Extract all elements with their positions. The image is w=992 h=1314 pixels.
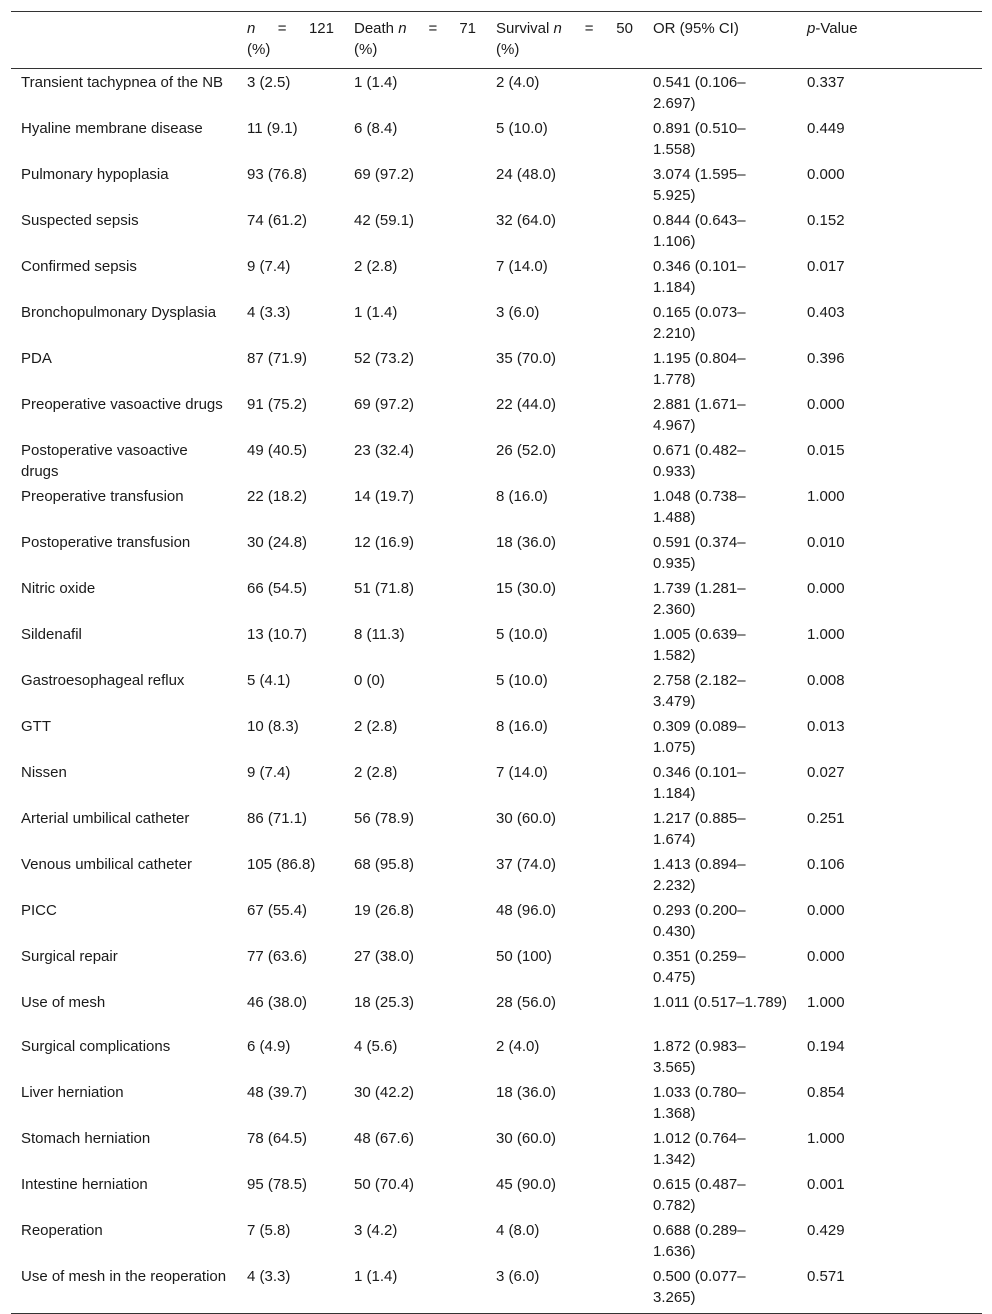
cell-death: 12 (16.9) — [354, 534, 415, 551]
cell-p-value: 0.571 — [807, 1268, 845, 1285]
cell-death: 1 (1.4) — [354, 1268, 398, 1285]
cell-survival: 30 (60.0) — [496, 1130, 557, 1147]
table-row — [11, 759, 982, 805]
cell-or: 0.688 (0.289–1.636) — [653, 1222, 746, 1260]
cell-total: 87 (71.9) — [247, 350, 308, 367]
cell-total: 78 (64.5) — [247, 1130, 308, 1147]
cell-or: 1.033 (0.780–1.368) — [653, 1084, 746, 1122]
cell-death: 30 (42.2) — [354, 1084, 415, 1101]
cell-total: 4 (3.3) — [247, 304, 291, 321]
row-label: Bronchopulmonary Dysplasia — [21, 304, 217, 321]
cell-or: 1.011 (0.517–1.789) — [653, 994, 787, 1011]
table-row — [11, 989, 982, 1033]
row-label: Transient tachypnea of the NB — [21, 74, 224, 91]
cell-total: 105 (86.8) — [247, 856, 316, 873]
cell-survival: 32 (64.0) — [496, 212, 557, 229]
cell-death: 1 (1.4) — [354, 74, 398, 91]
table-row — [11, 345, 982, 391]
cell-death: 18 (25.3) — [354, 994, 415, 1011]
row-label: GTT — [21, 718, 51, 735]
cell-or: 0.844 (0.643–1.106) — [653, 212, 746, 250]
cell-or: 0.615 (0.487–0.782) — [653, 1176, 746, 1214]
cell-survival: 22 (44.0) — [496, 396, 557, 413]
cell-survival: 2 (4.0) — [496, 74, 540, 91]
row-label: Hyaline membrane disease — [21, 120, 203, 137]
cell-total: 48 (39.7) — [247, 1084, 308, 1101]
header-row — [11, 12, 982, 69]
cell-total: 30 (24.8) — [247, 534, 308, 551]
cell-p-value: 0.000 — [807, 396, 845, 413]
row-label: Surgical repair — [21, 948, 118, 965]
row-label: Use of mesh in the reoperation — [21, 1268, 227, 1285]
cell-survival: 3 (6.0) — [496, 304, 540, 321]
header-p-value: p-Value — [807, 20, 858, 37]
cell-total: 46 (38.0) — [247, 994, 308, 1011]
row-label: Gastroesophageal reflux — [21, 672, 185, 689]
cell-survival: 37 (74.0) — [496, 856, 557, 873]
table-row — [11, 1217, 982, 1263]
header-label — [11, 12, 237, 69]
cell-p-value: 0.001 — [807, 1176, 845, 1193]
cell-survival: 24 (48.0) — [496, 166, 557, 183]
cell-death: 69 (97.2) — [354, 396, 415, 413]
cell-p-value: 0.015 — [807, 442, 845, 459]
cell-total: 7 (5.8) — [247, 1222, 291, 1239]
cell-survival: 3 (6.0) — [496, 1268, 540, 1285]
cell-or: 1.005 (0.639–1.582) — [653, 626, 746, 664]
cell-death: 23 (32.4) — [354, 442, 415, 459]
table-row — [11, 437, 982, 483]
row-label: Stomach herniation — [21, 1130, 151, 1147]
cell-or: 1.195 (0.804–1.778) — [653, 350, 746, 388]
cell-survival: 26 (52.0) — [496, 442, 557, 459]
cell-death: 2 (2.8) — [354, 258, 398, 275]
cell-total: 95 (78.5) — [247, 1176, 308, 1193]
row-label: Arterial umbilical catheter — [21, 810, 190, 827]
cell-or: 1.217 (0.885–1.674) — [653, 810, 746, 848]
cell-or: 0.500 (0.077–3.265) — [653, 1268, 746, 1306]
results-table — [11, 11, 982, 1314]
cell-total: 11 (9.1) — [247, 120, 298, 137]
row-label: Reoperation — [21, 1222, 103, 1239]
cell-survival: 30 (60.0) — [496, 810, 557, 827]
header-or: OR (95% CI) — [653, 20, 739, 37]
cell-or: 1.048 (0.738–1.488) — [653, 488, 746, 526]
cell-or: 3.074 (1.595–5.925) — [653, 166, 746, 204]
cell-p-value: 0.854 — [807, 1084, 845, 1101]
row-label: PDA — [21, 350, 52, 367]
cell-p-value: 0.000 — [807, 580, 845, 597]
cell-survival: 7 (14.0) — [496, 764, 548, 781]
cell-or: 1.872 (0.983–3.565) — [653, 1038, 746, 1076]
cell-death: 19 (26.8) — [354, 902, 415, 919]
table-row — [11, 1125, 982, 1171]
cell-p-value: 0.194 — [807, 1038, 845, 1055]
table-row — [11, 943, 982, 989]
table-row — [11, 851, 982, 897]
cell-survival: 8 (16.0) — [496, 488, 548, 505]
cell-death: 51 (71.8) — [354, 580, 415, 597]
cell-death: 48 (67.6) — [354, 1130, 415, 1147]
table-row — [11, 897, 982, 943]
row-label: Postoperative vasoactive drugs — [21, 442, 188, 480]
cell-survival: 28 (56.0) — [496, 994, 557, 1011]
cell-p-value: 0.000 — [807, 948, 845, 965]
table-row — [11, 391, 982, 437]
table-row — [11, 667, 982, 713]
row-label: Nissen — [21, 764, 67, 781]
cell-or: 0.591 (0.374–0.935) — [653, 534, 746, 572]
header-total: n = 121 (%) — [247, 20, 334, 58]
cell-death: 68 (95.8) — [354, 856, 415, 873]
cell-or: 0.346 (0.101–1.184) — [653, 258, 746, 296]
cell-death: 42 (59.1) — [354, 212, 415, 229]
cell-survival: 2 (4.0) — [496, 1038, 540, 1055]
cell-p-value: 0.013 — [807, 718, 845, 735]
cell-p-value: 0.337 — [807, 74, 845, 91]
row-label: Use of mesh — [21, 994, 106, 1011]
table-row — [11, 1033, 982, 1079]
cell-or: 0.293 (0.200–0.430) — [653, 902, 746, 940]
cell-death: 6 (8.4) — [354, 120, 398, 137]
cell-survival: 5 (10.0) — [496, 120, 548, 137]
cell-survival: 18 (36.0) — [496, 1084, 557, 1101]
table-row — [11, 575, 982, 621]
table-row — [11, 1079, 982, 1125]
row-label: Surgical complications — [21, 1038, 171, 1055]
cell-p-value: 0.000 — [807, 902, 845, 919]
cell-survival: 5 (10.0) — [496, 672, 548, 689]
table-row — [11, 161, 982, 207]
table-header — [11, 12, 982, 69]
row-label: Sildenafil — [21, 626, 82, 643]
cell-p-value: 1.000 — [807, 1130, 845, 1147]
cell-total: 6 (4.9) — [247, 1038, 291, 1055]
cell-total: 93 (76.8) — [247, 166, 308, 183]
cell-death: 2 (2.8) — [354, 718, 398, 735]
row-label: Nitric oxide — [21, 580, 96, 597]
cell-or: 0.346 (0.101–1.184) — [653, 764, 746, 802]
table-row — [11, 69, 982, 116]
cell-survival: 50 (100) — [496, 948, 552, 965]
table-row — [11, 621, 982, 667]
cell-total: 91 (75.2) — [247, 396, 308, 413]
table-row — [11, 207, 982, 253]
cell-death: 0 (0) — [354, 672, 385, 689]
cell-death: 52 (73.2) — [354, 350, 415, 367]
header-death: Death n = 71 (%) — [354, 20, 476, 58]
row-label: Preoperative transfusion — [21, 488, 184, 505]
cell-death: 3 (4.2) — [354, 1222, 398, 1239]
cell-p-value: 1.000 — [807, 488, 845, 505]
cell-p-value: 0.000 — [807, 166, 845, 183]
cell-p-value: 0.251 — [807, 810, 845, 827]
row-label: Suspected sepsis — [21, 212, 139, 229]
cell-p-value: 1.000 — [807, 994, 845, 1011]
cell-survival: 35 (70.0) — [496, 350, 557, 367]
cell-total: 66 (54.5) — [247, 580, 308, 597]
cell-or: 2.881 (1.671–4.967) — [653, 396, 746, 434]
header-survival: Survival n = 50 (%) — [496, 20, 633, 58]
cell-p-value: 0.429 — [807, 1222, 845, 1239]
cell-p-value: 0.010 — [807, 534, 845, 551]
cell-death: 1 (1.4) — [354, 304, 398, 321]
cell-p-value: 0.027 — [807, 764, 845, 781]
cell-p-value: 0.152 — [807, 212, 845, 229]
row-label: Postoperative transfusion — [21, 534, 191, 551]
table-body — [11, 69, 982, 1314]
cell-survival: 48 (96.0) — [496, 902, 557, 919]
table-row — [11, 483, 982, 529]
cell-total: 9 (7.4) — [247, 764, 291, 781]
row-label: Preoperative vasoactive drugs — [21, 396, 223, 413]
table-row — [11, 529, 982, 575]
cell-death: 14 (19.7) — [354, 488, 415, 505]
row-label: Confirmed sepsis — [21, 258, 137, 275]
table-row — [11, 713, 982, 759]
cell-survival: 8 (16.0) — [496, 718, 548, 735]
cell-total: 9 (7.4) — [247, 258, 291, 275]
cell-or: 0.165 (0.073–2.210) — [653, 304, 746, 342]
cell-survival: 4 (8.0) — [496, 1222, 540, 1239]
cell-or: 0.309 (0.089–1.075) — [653, 718, 746, 756]
cell-p-value: 0.106 — [807, 856, 845, 873]
cell-p-value: 1.000 — [807, 626, 845, 643]
cell-death: 8 (11.3) — [354, 626, 405, 643]
cell-or: 1.012 (0.764–1.342) — [653, 1130, 746, 1168]
cell-p-value: 0.403 — [807, 304, 845, 321]
row-label: Intestine herniation — [21, 1176, 148, 1193]
cell-survival: 7 (14.0) — [496, 258, 548, 275]
cell-death: 69 (97.2) — [354, 166, 415, 183]
cell-or: 0.541 (0.106–2.697) — [653, 74, 746, 112]
cell-or: 1.413 (0.894–2.232) — [653, 856, 746, 894]
cell-p-value: 0.449 — [807, 120, 845, 137]
cell-total: 22 (18.2) — [247, 488, 308, 505]
cell-death: 27 (38.0) — [354, 948, 415, 965]
cell-p-value: 0.008 — [807, 672, 845, 689]
cell-death: 56 (78.9) — [354, 810, 415, 827]
cell-total: 4 (3.3) — [247, 1268, 291, 1285]
cell-or: 2.758 (2.182–3.479) — [653, 672, 746, 710]
row-label: Venous umbilical catheter — [21, 856, 192, 873]
cell-total: 5 (4.1) — [247, 672, 291, 689]
cell-survival: 5 (10.0) — [496, 626, 548, 643]
cell-death: 4 (5.6) — [354, 1038, 398, 1055]
table-row — [11, 805, 982, 851]
cell-or: 0.671 (0.482–0.933) — [653, 442, 746, 480]
table-row — [11, 253, 982, 299]
cell-total: 3 (2.5) — [247, 74, 291, 91]
cell-death: 50 (70.4) — [354, 1176, 415, 1193]
cell-total: 86 (71.1) — [247, 810, 308, 827]
cell-total: 67 (55.4) — [247, 902, 308, 919]
table-row — [11, 115, 982, 161]
cell-total: 74 (61.2) — [247, 212, 308, 229]
cell-or: 0.351 (0.259–0.475) — [653, 948, 746, 986]
cell-survival: 45 (90.0) — [496, 1176, 557, 1193]
cell-p-value: 0.017 — [807, 258, 845, 275]
cell-total: 49 (40.5) — [247, 442, 308, 459]
cell-p-value: 0.396 — [807, 350, 845, 367]
row-label: PICC — [21, 902, 57, 919]
cell-or: 1.739 (1.281–2.360) — [653, 580, 746, 618]
cell-total: 10 (8.3) — [247, 718, 299, 735]
cell-death: 2 (2.8) — [354, 764, 398, 781]
table-row — [11, 299, 982, 345]
cell-survival: 18 (36.0) — [496, 534, 557, 551]
row-label: Liver herniation — [21, 1084, 124, 1101]
cell-total: 13 (10.7) — [247, 626, 308, 643]
cell-survival: 15 (30.0) — [496, 580, 557, 597]
cell-total: 77 (63.6) — [247, 948, 308, 965]
table-row — [11, 1171, 982, 1217]
row-label: Pulmonary hypoplasia — [21, 166, 169, 183]
cell-or: 0.891 (0.510–1.558) — [653, 120, 746, 158]
